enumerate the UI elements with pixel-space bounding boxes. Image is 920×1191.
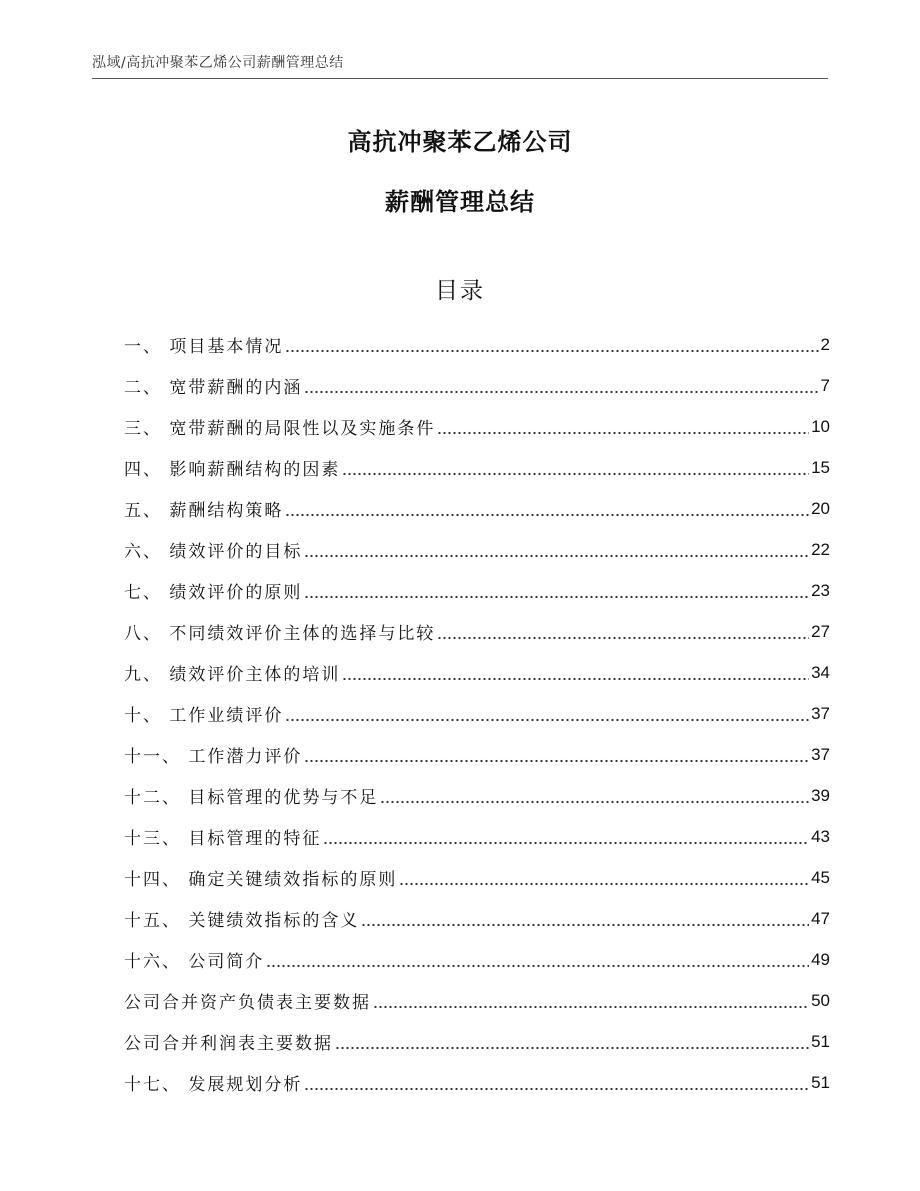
toc-leader-dots <box>304 1073 809 1093</box>
toc-item[interactable] <box>124 570 830 611</box>
toc-item-page: 23 <box>811 580 830 600</box>
toc-item[interactable] <box>124 775 830 816</box>
toc-item-page: 37 <box>811 703 830 723</box>
toc-item-page: 7 <box>820 375 830 395</box>
toc-leader-dots <box>342 663 809 683</box>
toc-item[interactable] <box>124 939 830 980</box>
toc-leader-dots <box>361 909 809 929</box>
toc-item[interactable] <box>124 980 830 1021</box>
toc-item[interactable] <box>124 652 830 693</box>
toc-item-page: 37 <box>811 744 830 764</box>
toc-item-page: 49 <box>811 949 830 969</box>
toc-item-label: 十五、 关键绩效指标的含义 <box>124 911 360 931</box>
header-divider <box>92 78 828 79</box>
toc-leader-dots <box>437 417 809 437</box>
toc-item-page: 20 <box>811 498 830 518</box>
toc-item-label: 公司合并资产负债表主要数据 <box>124 993 371 1013</box>
toc-leader-dots <box>437 622 809 642</box>
toc-item-page: 43 <box>811 826 830 846</box>
toc-leader-dots <box>304 745 809 765</box>
toc-item-page: 51 <box>811 1031 830 1051</box>
toc-item-label: 五、 薪酬结构策略 <box>124 501 284 521</box>
toc-leader-dots <box>285 335 818 355</box>
toc-item-label: 十一、 工作潜力评价 <box>124 747 303 767</box>
toc-leader-dots <box>323 827 809 847</box>
toc-item-page: 39 <box>811 785 830 805</box>
toc-heading: 目录 <box>435 278 485 304</box>
toc-item-page: 22 <box>811 539 830 559</box>
toc-item[interactable] <box>124 734 830 775</box>
table-of-contents <box>124 324 830 1103</box>
toc-item-label: 十、 工作业绩评价 <box>124 706 284 726</box>
toc-item-page: 50 <box>811 990 830 1010</box>
toc-item[interactable] <box>124 693 830 734</box>
toc-item-label: 九、 绩效评价主体的培训 <box>124 665 341 685</box>
toc-leader-dots <box>285 704 809 724</box>
toc-item-page: 51 <box>811 1072 830 1092</box>
toc-item-page: 27 <box>811 621 830 641</box>
toc-item-label: 二、 宽带薪酬的内涵 <box>124 378 303 398</box>
toc-leader-dots <box>342 458 809 478</box>
toc-leader-dots <box>304 581 809 601</box>
toc-item-label: 四、 影响薪酬结构的因素 <box>124 460 341 480</box>
document-subtitle: 薪酬管理总结 <box>385 188 535 216</box>
toc-item[interactable] <box>124 365 830 406</box>
running-header: 泓域/高抗冲聚苯乙烯公司薪酬管理总结 <box>92 55 344 71</box>
toc-item-label: 七、 绩效评价的原则 <box>124 583 303 603</box>
toc-item[interactable] <box>124 816 830 857</box>
toc-item-page: 10 <box>811 416 830 436</box>
toc-item[interactable] <box>124 1021 830 1062</box>
toc-leader-dots <box>335 1032 809 1052</box>
toc-item-page: 15 <box>811 457 830 477</box>
toc-leader-dots <box>373 991 809 1011</box>
toc-leader-dots <box>304 376 818 396</box>
toc-item-page: 47 <box>811 908 830 928</box>
toc-leader-dots <box>380 786 809 806</box>
toc-item[interactable] <box>124 1062 830 1103</box>
toc-item-label: 公司合并利润表主要数据 <box>124 1034 333 1054</box>
toc-item-label: 一、 项目基本情况 <box>124 337 284 357</box>
toc-item-page: 2 <box>820 334 830 354</box>
toc-item-label: 十四、 确定关键绩效指标的原则 <box>124 870 398 890</box>
toc-item[interactable] <box>124 529 830 570</box>
toc-item-label: 三、 宽带薪酬的局限性以及实施条件 <box>124 419 436 439</box>
toc-leader-dots <box>399 868 809 888</box>
toc-item[interactable] <box>124 324 830 365</box>
toc-item[interactable] <box>124 611 830 652</box>
toc-item[interactable] <box>124 447 830 488</box>
toc-item-page: 34 <box>811 662 830 682</box>
toc-item-label: 十二、 目标管理的优势与不足 <box>124 788 379 808</box>
toc-item-label: 十七、 发展规划分析 <box>124 1075 303 1095</box>
toc-item[interactable] <box>124 488 830 529</box>
toc-item-label: 十三、 目标管理的特征 <box>124 829 322 849</box>
document-title: 高抗冲聚苯乙烯公司 <box>347 128 573 156</box>
toc-leader-dots <box>266 950 809 970</box>
toc-item-label: 十六、 公司简介 <box>124 952 265 972</box>
toc-item[interactable] <box>124 406 830 447</box>
toc-item-page: 45 <box>811 867 830 887</box>
toc-leader-dots <box>304 540 809 560</box>
toc-item-label: 六、 绩效评价的目标 <box>124 542 303 562</box>
toc-leader-dots <box>285 499 809 519</box>
toc-item[interactable] <box>124 857 830 898</box>
toc-item[interactable] <box>124 898 830 939</box>
toc-item-label: 八、 不同绩效评价主体的选择与比较 <box>124 624 436 644</box>
